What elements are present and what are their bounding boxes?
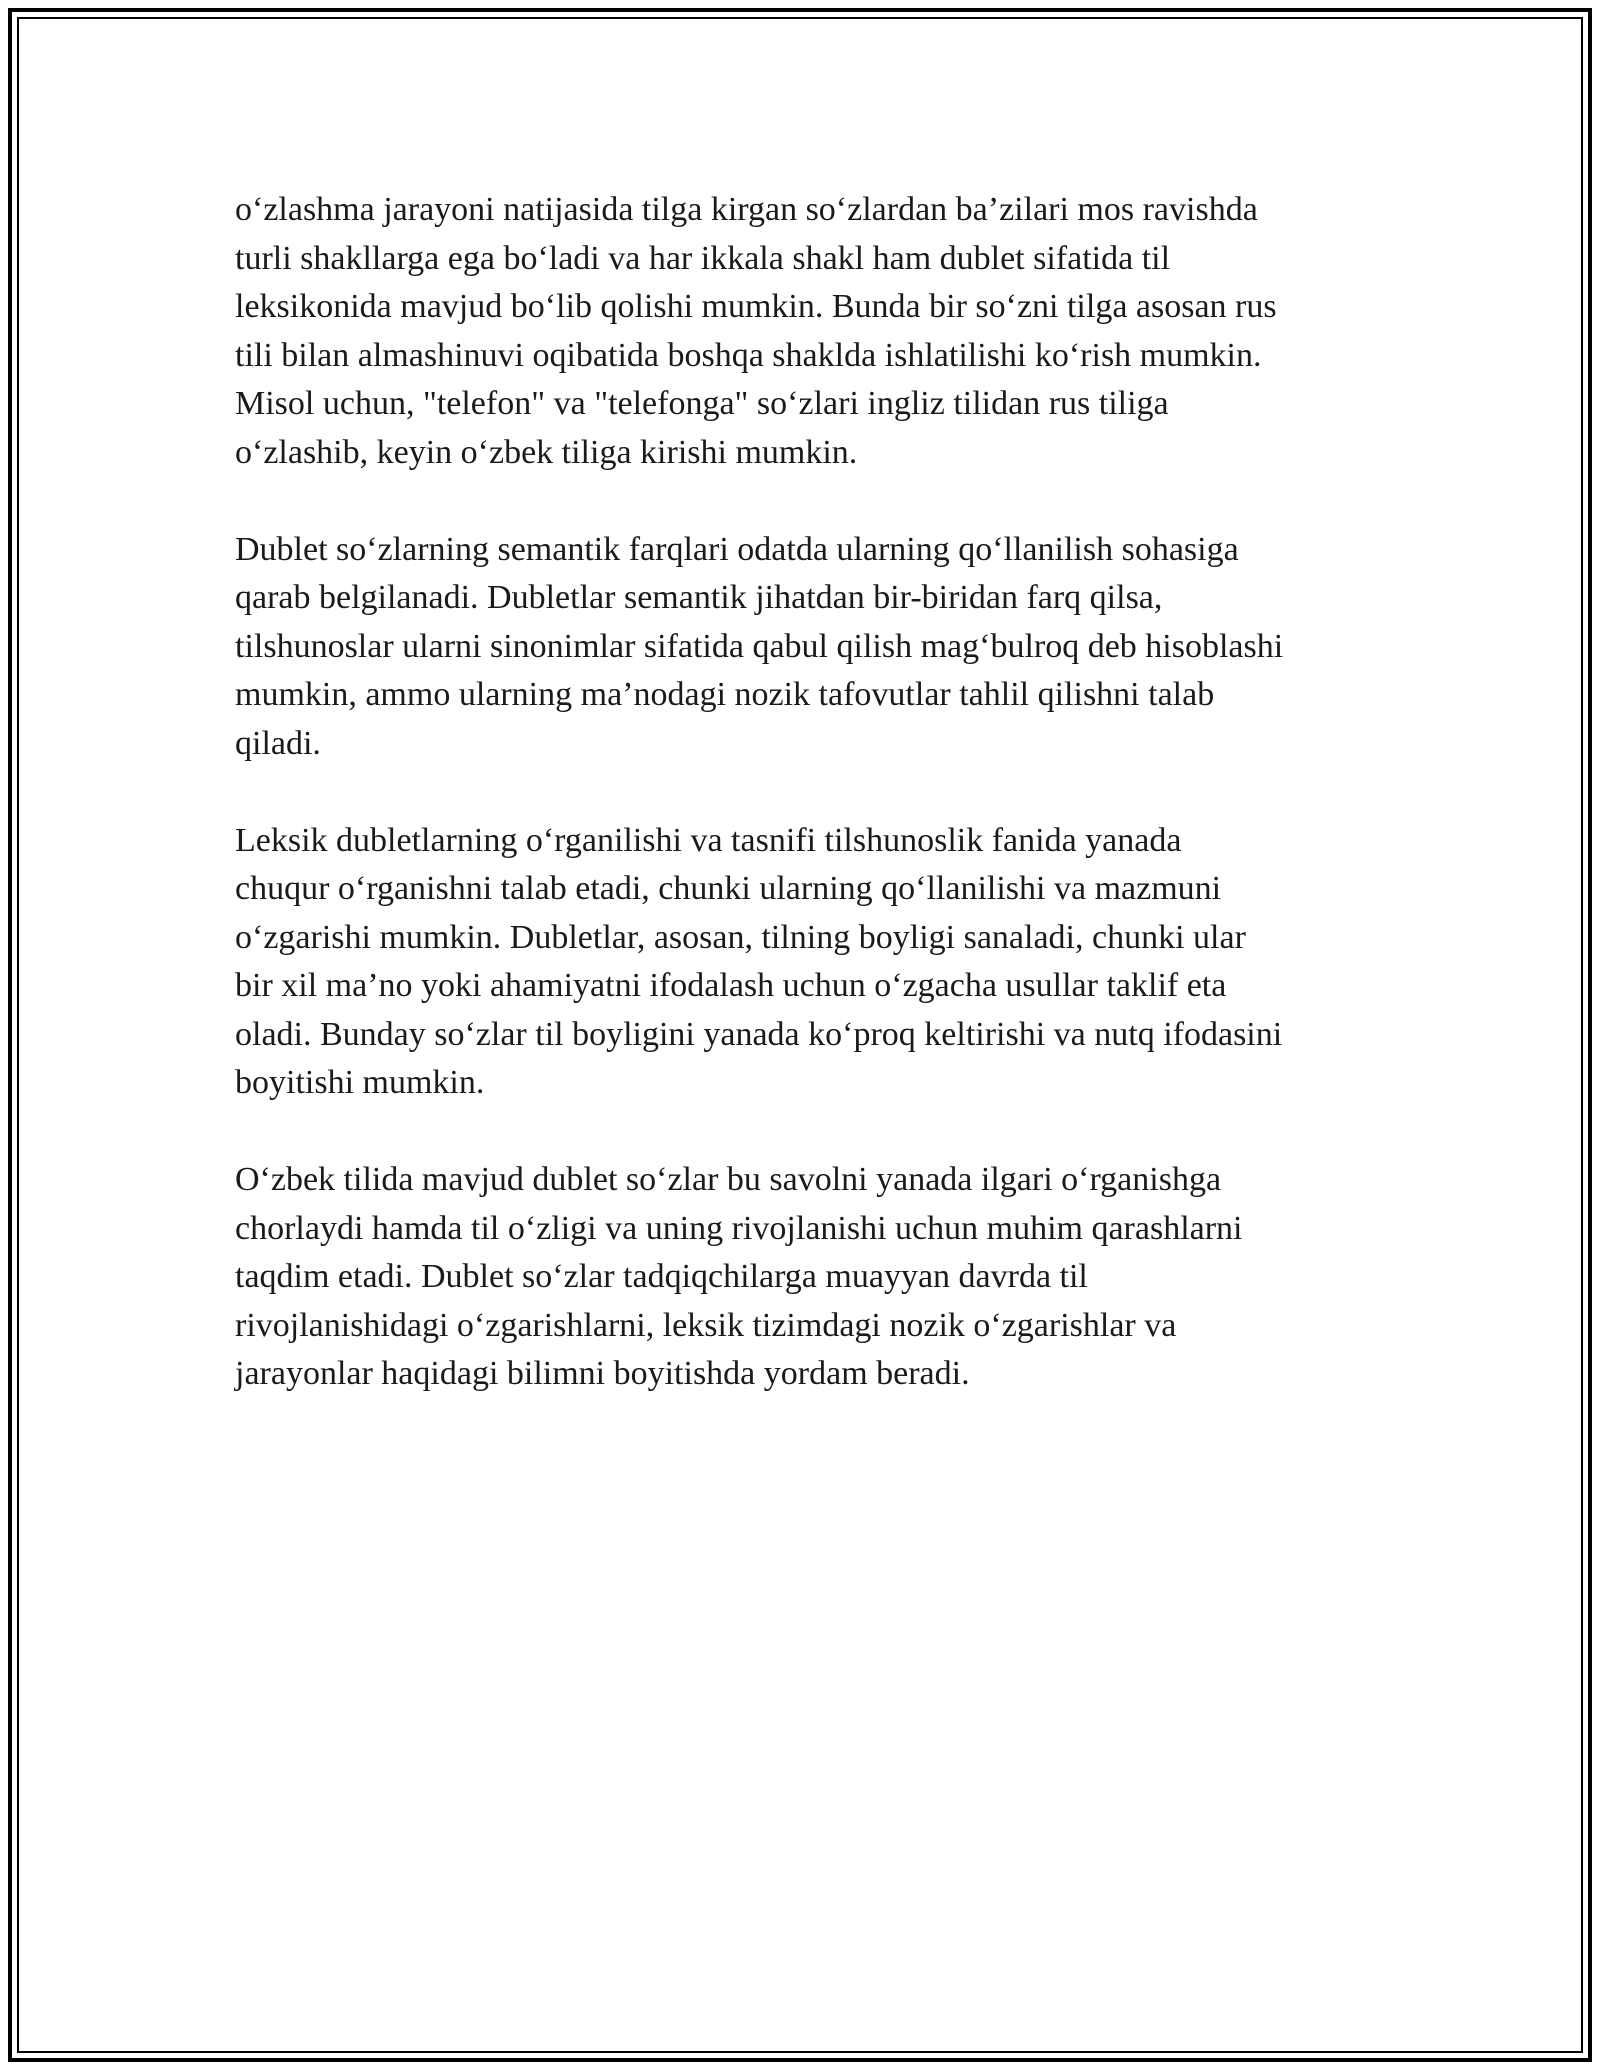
paragraph-2: Dublet so‘zlarning semantik farqlari odatda ularning qo‘llanilish sohasiga qarab belgilanadi. Dubletlar semantik jihatdan bir-biridan farq qilsa, tilshunoslar ularni sinonimlar sifatida qabul qilish mag‘bulroq deb hisoblashi mumkin, ammo ularning ma’nodagi nozik tafovutlar tahlil qilishni talab qiladi. [235,530,1284,762]
paragraph-4: O‘zbek tilida mavjud dublet so‘zlar bu savolni yanada ilgari o‘rganishga chorlaydi hamda til o‘zligi va uning rivojlanishi uchun muhim qarashlarni taqdim etadi. Dublet so‘zlar tadqiqchilarga muayyan davrda til rivojlanishidagi o‘zgarishlarni, leksik tizimdagi nozik o‘zgarishlar va jarayonlar haqidagi bilimni boyitishda yordam beradi. [235,1161,1243,1392]
paragraph-1: o‘zlashma jarayoni natijasida tilga kirgan so‘zlardan ba’zilari mos ravishda turli shakllarga ega bo‘ladi va har ikkala shakl ham dublet sifatida til leksikonida mavjud bo‘lib qolishi mumkin. Bunda bir so‘zni tilga asosan rus tili bilan almashinuvi oqibatida boshqa shaklda ishlatilishi ko‘rish mumkin. Misol uchun, "telefon" va "telefonga" so‘zlari ingliz tilidan rus tiliga o‘zlashib, keyin o‘zbek tiliga kirishi mumkin. [235,191,1277,471]
document-body [235,186,1375,1447]
paragraph-3: Leksik dubletlarning o‘rganilishi va tasnifi tilshunoslik fanida yanada chuqur o‘rganishni talab etadi, chunki ularning qo‘llanilishi va mazmuni o‘zgarishi mumkin. Dubletlar, asosan, tilning boyligi sanaladi, chunki ular bir xil ma’no yoki ahamiyatni ifodalash uchun o‘zgacha usullar taklif eta oladi. Bunday so‘zlar til boyligini yanada ko‘proq keltirishi va nutq ifodasini boyitishi mumkin. [235,821,1283,1101]
